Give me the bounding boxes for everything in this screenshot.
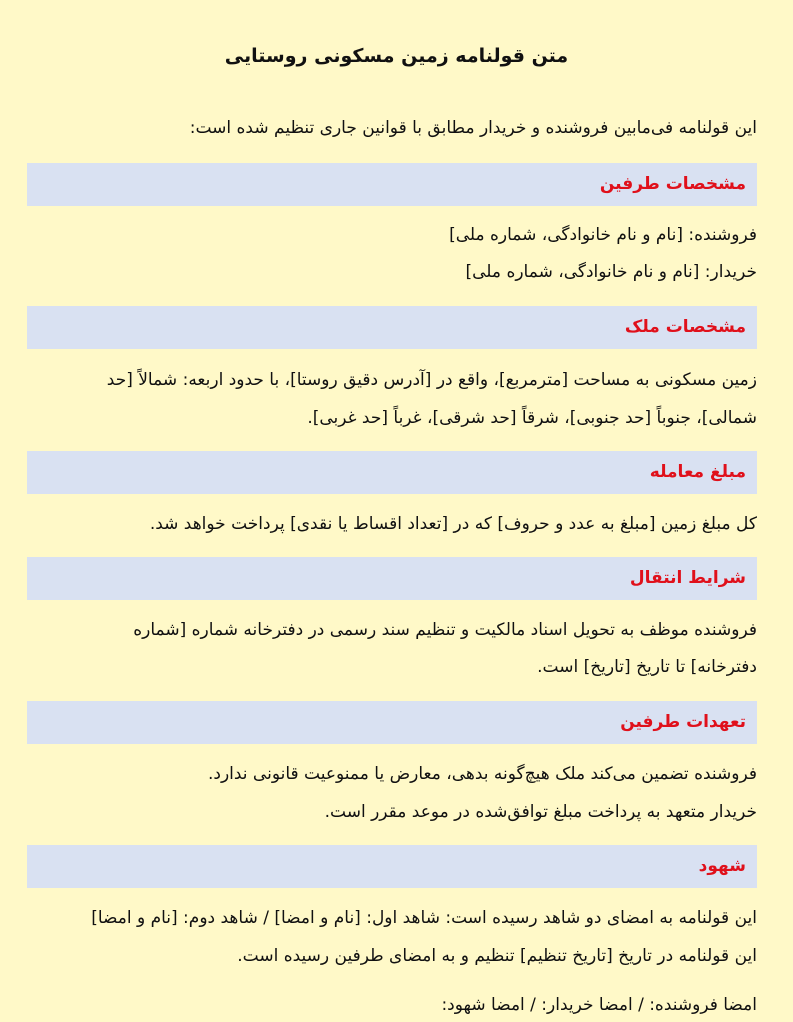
witness-line: این قولنامه به امضای دو شاهد رسیده است: شاهد اول: [نام و امضا] / شاهد دوم: [نام و امضا] bbox=[91, 908, 757, 928]
section-header-witnesses bbox=[27, 845, 757, 888]
property-line-2: شمالی]، جنوباً [حد جنوبی]، شرقاً [حد شرقی]، غرباً [حد غربی]. bbox=[307, 408, 757, 428]
section-heading: مبلغ معامله bbox=[649, 462, 746, 482]
buyer-line: خریدار: [نام و نام خانوادگی، شماره ملی] bbox=[465, 262, 757, 282]
section-header-property bbox=[27, 306, 757, 349]
obligation-line-2: خریدار متعهد به پرداخت مبلغ توافق‌شده در موعد مقرر است. bbox=[324, 802, 757, 822]
section-heading: مشخصات ملک bbox=[624, 317, 746, 337]
page-title: متن قولنامه زمین مسکونی روستایی bbox=[224, 45, 569, 67]
transfer-line-1: فروشنده موظف به تحویل اسناد مالکیت و تنظیم سند رسمی در دفترخانه شماره [شماره bbox=[133, 620, 757, 640]
price-line: کل مبلغ زمین [مبلغ به عدد و حروف] که در [تعداد اقساط یا نقدی] پرداخت خواهد شد. bbox=[149, 514, 757, 534]
transfer-line-2: دفترخانه] تا تاریخ [تاریخ] است. bbox=[537, 657, 757, 677]
section-header-price bbox=[27, 451, 757, 494]
obligation-line-1: فروشنده تضمین می‌کند ملک هیچ‌گونه بدهی، معارض یا ممنوعیت قانونی ندارد. bbox=[207, 764, 757, 784]
closing-line: این قولنامه در تاریخ [تاریخ تنظیم] تنظیم و به امضای طرفین رسیده است. bbox=[237, 946, 757, 966]
section-heading: شهود bbox=[698, 856, 746, 876]
property-line-1: زمین مسکونی به مساحت [مترمربع]، واقع در [آدرس دقیق روستا]، با حدود اربعه: شمالاً [حد bbox=[106, 370, 757, 390]
section-heading: تعهدات طرفین bbox=[620, 712, 746, 732]
section-header-parties bbox=[27, 163, 757, 206]
section-header-obligations bbox=[27, 701, 757, 744]
signature-line: امضا فروشنده: / امضا خریدار: / امضا شهود: bbox=[441, 995, 757, 1015]
seller-line: فروشنده: [نام و نام خانوادگی، شماره ملی] bbox=[449, 225, 757, 245]
section-heading: مشخصات طرفین bbox=[599, 174, 746, 194]
section-heading: شرایط انتقال bbox=[629, 568, 746, 588]
section-header-transfer bbox=[27, 557, 757, 600]
intro-text: این قولنامه فی‌مابین فروشنده و خریدار مطابق با قوانین جاری تنظیم شده است: bbox=[189, 118, 757, 138]
